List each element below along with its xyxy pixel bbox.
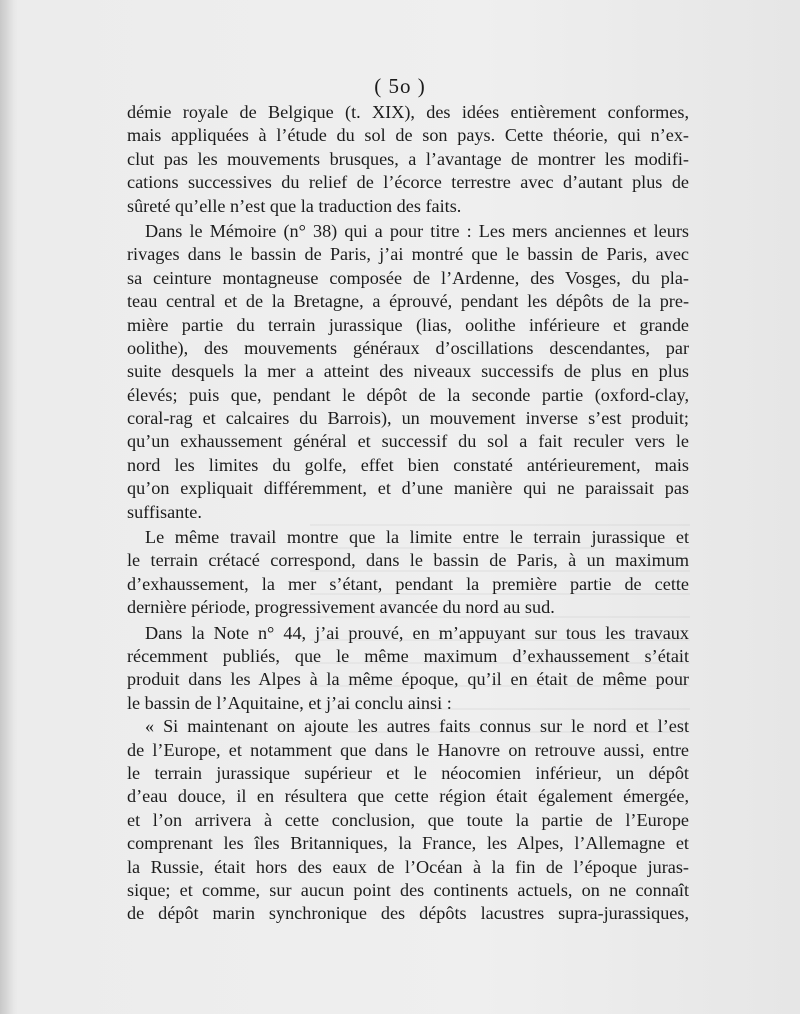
spine-shadow [0,0,14,1014]
body-text [127,101,689,926]
text-line: teau central et de la Bretagne, a éprouvé, pendant les dépôts de la pre- [127,291,689,312]
text-line: produit dans les Alpes à la même époque, qu’il en était de même pour [127,669,689,690]
text-line: le bassin de l’Aquitaine, et j’ai conclu ainsi : [127,692,452,713]
text-line: de l’Europe, et notamment que dans le Hanovre on retrouve aussi, entre [127,739,689,760]
text-line: de dépôt marin synchronique des dépôts lacustres supra-jurassiques, [127,903,689,924]
text-line: élevés; puis que, pendant le dépôt de la seconde partie (oxford-clay, [127,384,689,405]
text-line: qu’on expliquait différemment, et d’une manière qui ne paraissait pas [127,478,689,499]
text-line: d’eau douce, il en résultera que cette région était également émergée, [127,786,689,807]
text-line: le terrain crétacé correspond, dans le bassin de Paris, à un maximum [127,550,689,571]
text-line: Le même travail montre que la limite entre le terrain jurassique et [145,527,689,548]
text-line: Dans le Mémoire (n° 38) qui a pour titre : Les mers anciennes et leurs [145,220,689,241]
text-line: récemment publiés, que le même maximum d’exhaussement s’était [127,645,689,666]
text-line: nord les limites du golfe, effet bien constaté antérieurement, mais [127,454,689,475]
text-line: dernière période, progressivement avancée du nord au sud. [127,597,555,618]
page-number: ( 5o ) [374,74,426,98]
text-line: d’exhaussement, la mer s’étant, pendant la première partie de cette [127,573,689,594]
text-line: comprenant les îles Britanniques, la France, les Alpes, l’Allemagne et [127,833,689,854]
text-line: rivages dans le bassin de Paris, j’ai montré que le bassin de Paris, avec [127,244,689,265]
text-line: Dans la Note n° 44, j’ai prouvé, en m’appuyant sur tous les travaux [145,622,689,643]
text-line: sique; et comme, sur aucun point des continents actuels, on ne connaît [127,879,689,900]
text-line: sûreté qu’elle n’est que la traduction des faits. [127,195,462,216]
text-line: clut pas les mouvements brusques, a l’avantage de montrer les modifi- [127,148,689,169]
text-line: et l’on arrivera à cette conclusion, que toute la partie de l’Europe [127,809,689,830]
text-line: qu’un exhaussement général et successif du sol a fait reculer vers le [127,431,689,452]
text-line: coral-rag et calcaires du Barrois), un mouvement inverse s’est produit; [127,408,689,429]
text-line: le terrain jurassique supérieur et le néocomien inférieur, un dépôt [127,762,689,783]
text-line: suffisante. [127,501,202,522]
text-line: sa ceinture montagneuse composée de l’Ardenne, des Vosges, du pla- [127,267,689,288]
text-line: mière partie du terrain jurassique (lias, oolithe inférieure et grande [127,314,689,335]
text-line: mais appliquées à l’étude du sol de son pays. Cette théorie, qui n’ex- [127,125,689,146]
text-line: cations successives du relief de l’écorce terrestre avec d’autant plus de [127,172,689,193]
text-line: suite desquels la mer a atteint des niveaux successifs de plus en plus [127,361,689,382]
text-line: « Si maintenant on ajoute les autres faits connus sur le nord et l’est [145,716,689,737]
text-line: oolithe), des mouvements généraux d’oscillations descendantes, par [127,337,689,358]
text-line: démie royale de Belgique (t. XIX), des idées entièrement conformes, [127,102,689,122]
text-line: la Russie, était hors des eaux de l’Océan à la fin de l’époque juras- [127,856,689,877]
